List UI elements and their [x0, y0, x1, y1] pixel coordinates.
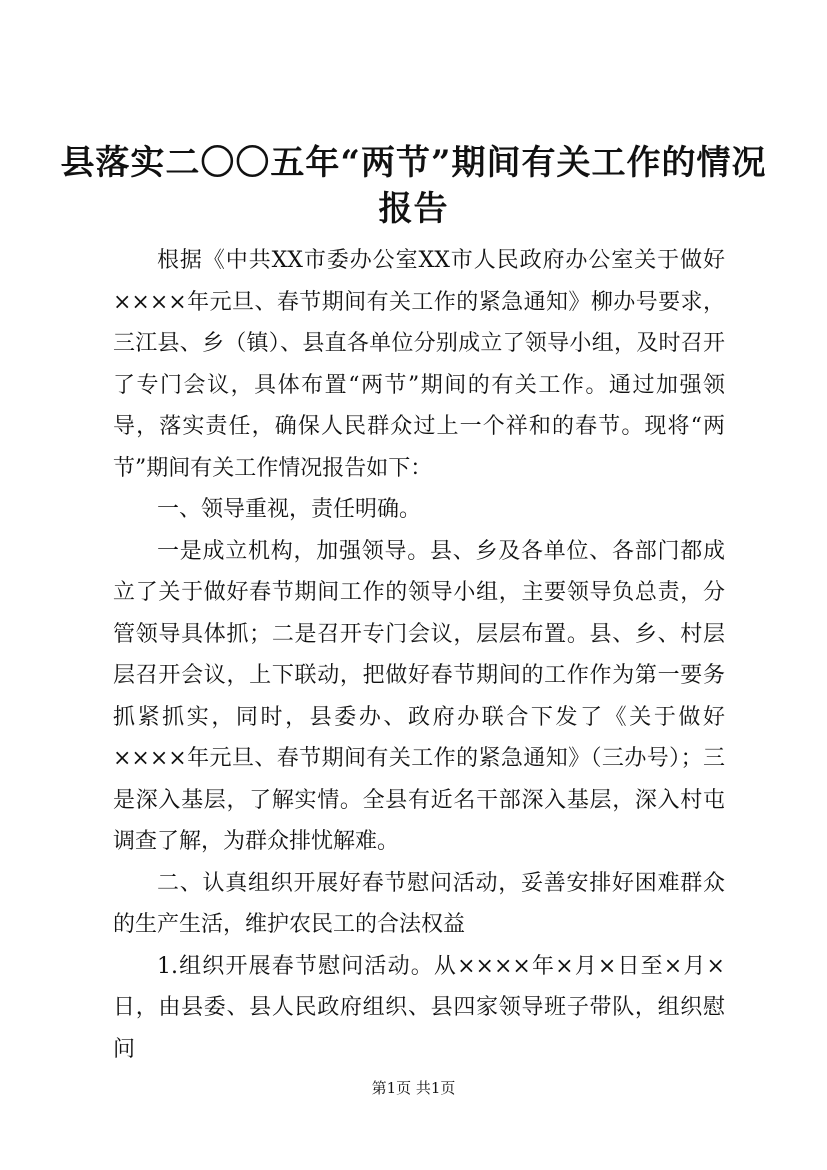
- document-title: 县落实二〇〇五年“两节”期间有关工作的情况报告: [60, 143, 767, 229]
- paragraph-intro: 根据《中共XX市委办公室XX市人民政府办公室关于做好××××年元旦、春节期间有关工作的紧急通知》柳办号要求，三江县、乡（镇）、县直各单位分别成立了领导小组，及时召开了专门会议，具体布置“两节”期间的有关工作。通过加强领导，落实责任，确保人民群众过上一个祥和的春节。现将“两节”期间有关工作情况报告如下：: [113, 248, 725, 481]
- paragraph-item-1: 1.组织开展春节慰问活动。从××××年×月×日至×月×日，由县委、县人民政府组织、县四家领导班子带队，组织慰问: [113, 953, 725, 1062]
- section-heading-2: 二、认真组织开展好春节慰问活动，妥善安排好困难群众的生产生活，维护农民工的合法权益: [113, 870, 725, 937]
- paragraph-section-1: 一是成立机构，加强领导。县、乡及各单位、各部门都成立了关于做好春节期间工作的领导小组，主要领导负总责，分管领导具体抓；二是召开专门会议，层层布置。县、乡、村层层召开会议，上下联动，把做好春节期间的工作作为第一要务抓紧抓实，同时，县委办、政府办联合下发了《关于做好××××年元旦、春节期间有关工作的紧急通知》（三办号）；三是深入基层，了解实情。全县有近名干部深入基层，深入村屯调查了解，为群众排忧解难。: [113, 538, 725, 854]
- document-body: [113, 240, 725, 1070]
- page-footer: 第1页 共1页: [371, 1079, 456, 1097]
- section-heading-1: 一、领导重视，责任明确。: [157, 497, 422, 522]
